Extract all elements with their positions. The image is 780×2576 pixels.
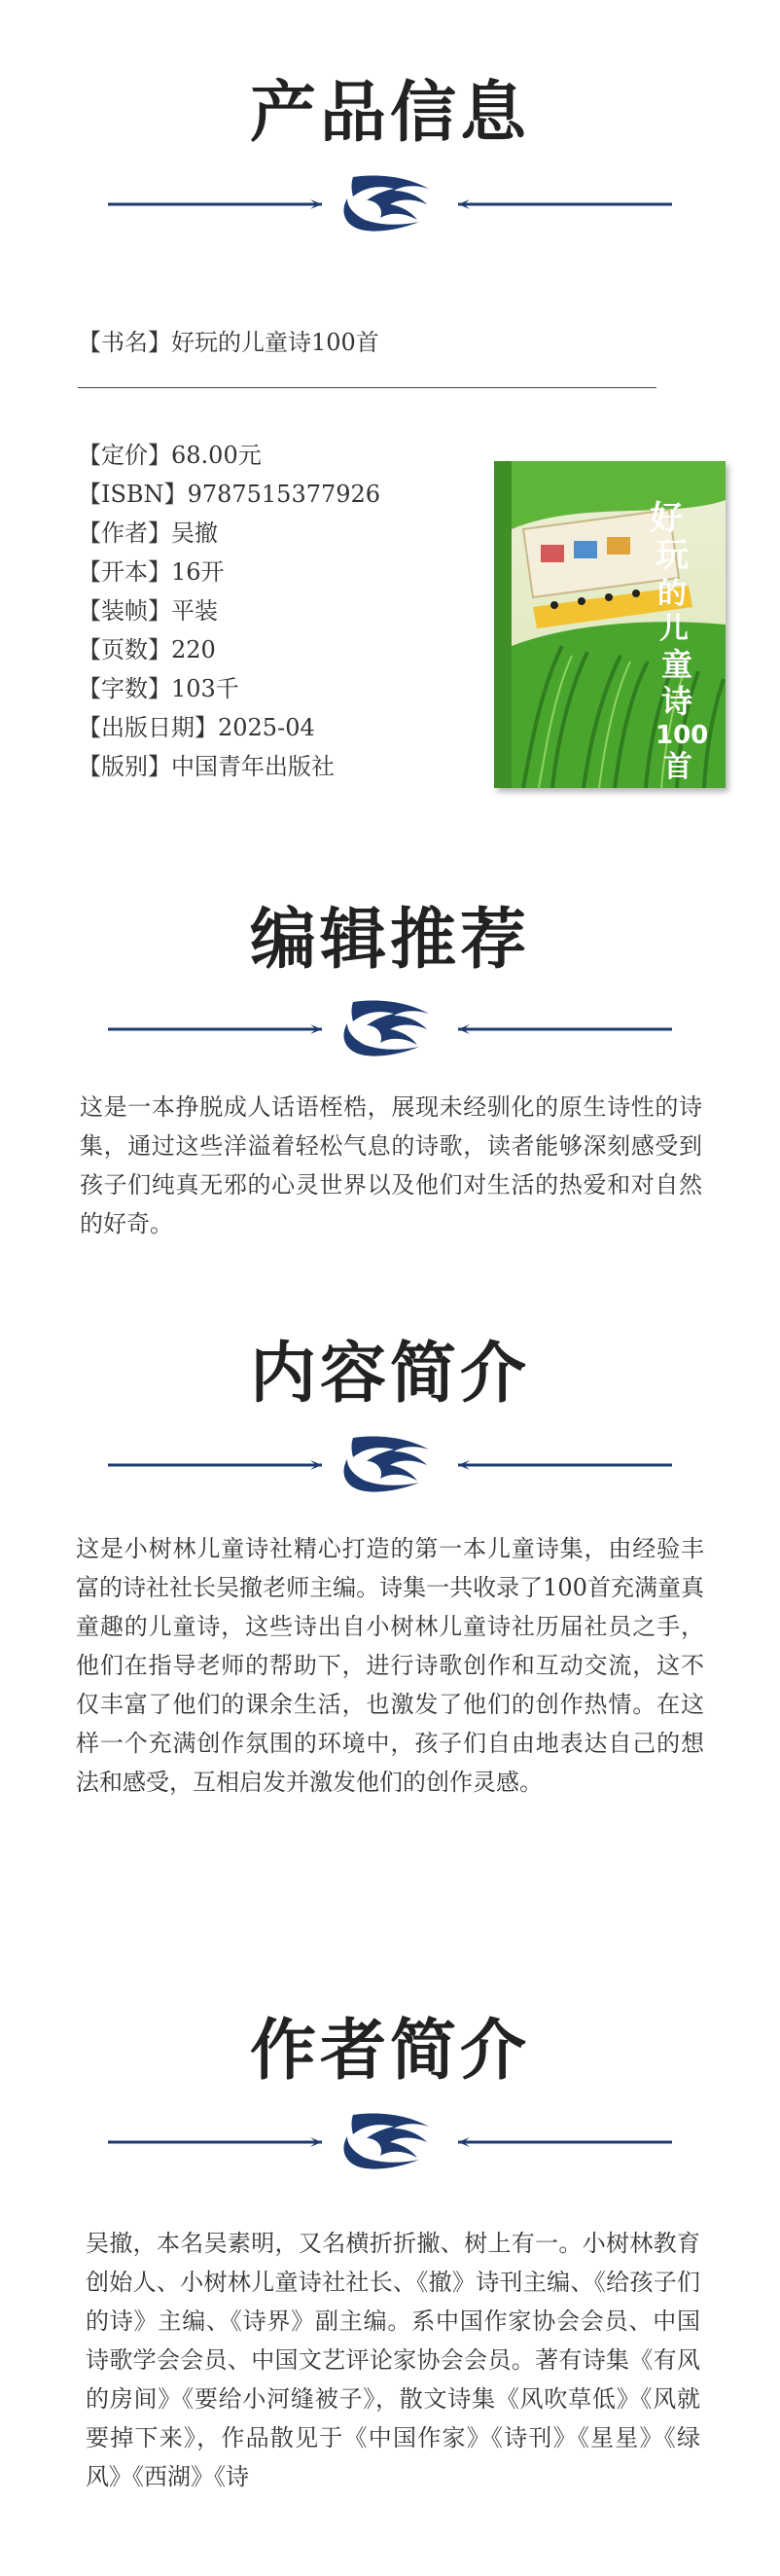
- svg-text:童: 童: [661, 646, 693, 683]
- wave-emblem-icon: [0, 1000, 780, 1058]
- product-details: [78, 436, 380, 786]
- section-divider: [0, 1000, 780, 1058]
- svg-text:儿: 儿: [659, 612, 689, 646]
- book-cover-image: [494, 461, 726, 788]
- detail-row-isbn: 【ISBN】9787515377926: [78, 481, 381, 508]
- detail-row-publisher: 【版别】中国青年出版社: [78, 753, 335, 780]
- svg-text:100: 100: [656, 721, 709, 750]
- book-name-underline: [78, 387, 656, 388]
- section-divider: [0, 2113, 780, 2171]
- detail-row-author: 【作者】吴撤: [78, 519, 218, 547]
- detail-row-publish-date: 【出版日期】2025-04: [78, 714, 315, 741]
- detail-row-words: 【字数】103千: [78, 675, 239, 702]
- detail-row-format: 【开本】16开: [78, 558, 225, 586]
- detail-row-price: 【定价】68.00元: [78, 442, 262, 469]
- summary-text: 这是小树林儿童诗社精心打造的第一本儿童诗集，由经验丰富的诗社社长吴撤老师主编。诗集一共收录了100首充满童真童趣的儿童诗，这些诗出自小树林儿童诗社历届社员之手，他们在指导老师的帮助下，进行诗歌创作和互动交流，这不仅丰富了他们的课余生活，也激发了他们的创作热情。在这样一个充满创作氛围的环境中，孩子们自由地表达自己的想法和感受，互相启发并激发他们的创作灵感。: [76, 1535, 704, 1796]
- svg-text:首: 首: [663, 750, 692, 784]
- svg-text:诗: 诗: [661, 683, 693, 720]
- wave-emblem-icon: [0, 1436, 780, 1494]
- wave-emblem-icon: [0, 175, 780, 233]
- section-divider: [0, 175, 780, 233]
- svg-text:玩: 玩: [656, 536, 689, 575]
- cover-title-char: 好: [650, 499, 683, 538]
- recommend-text: 这是一本挣脱成人话语桎梏，展现未经驯化的原生诗性的诗集，通过这些洋溢着轻松气息的诗歌，读者能够深刻感受到孩子们纯真无邪的心灵世界以及他们对生活的热爱和对自然的好奇。: [80, 1093, 702, 1237]
- detail-row-binding: 【装帧】平装: [78, 597, 218, 625]
- book-name-value: 好玩的儿童诗100首: [171, 329, 379, 356]
- svg-text:的: 的: [657, 577, 687, 611]
- section-title-summary: 内容简介: [249, 1335, 530, 1413]
- section-title-author: 作者简介: [249, 2012, 530, 2090]
- book-name-row: [78, 323, 379, 362]
- detail-row-pages: 【页数】220: [78, 636, 216, 663]
- section-divider: [0, 1436, 780, 1494]
- author-text: 吴撤，本名吴素明，又名横折折撇、树上有一。小树林教育创始人、小树林儿童诗社社长、《撤》诗刊主编、《给孩子们的诗》主编、《诗界》副主编。系中国作家协会会员、中国诗歌学会会员、中国文艺评论家协会会员。著有诗集《有风的房间》《要给小河缝被子》，散文诗集《风吹草低》《风就要掉下来》，作品散见于《中国作家》《诗刊》《星星》《绿风》《西湖》《诗: [86, 2230, 700, 2490]
- section-title-product-info: 产品信息: [249, 74, 530, 152]
- book-name-label: 【书名】: [78, 329, 171, 356]
- section-title-recommend: 编辑推荐: [249, 901, 530, 979]
- wave-emblem-icon: [0, 2113, 780, 2171]
